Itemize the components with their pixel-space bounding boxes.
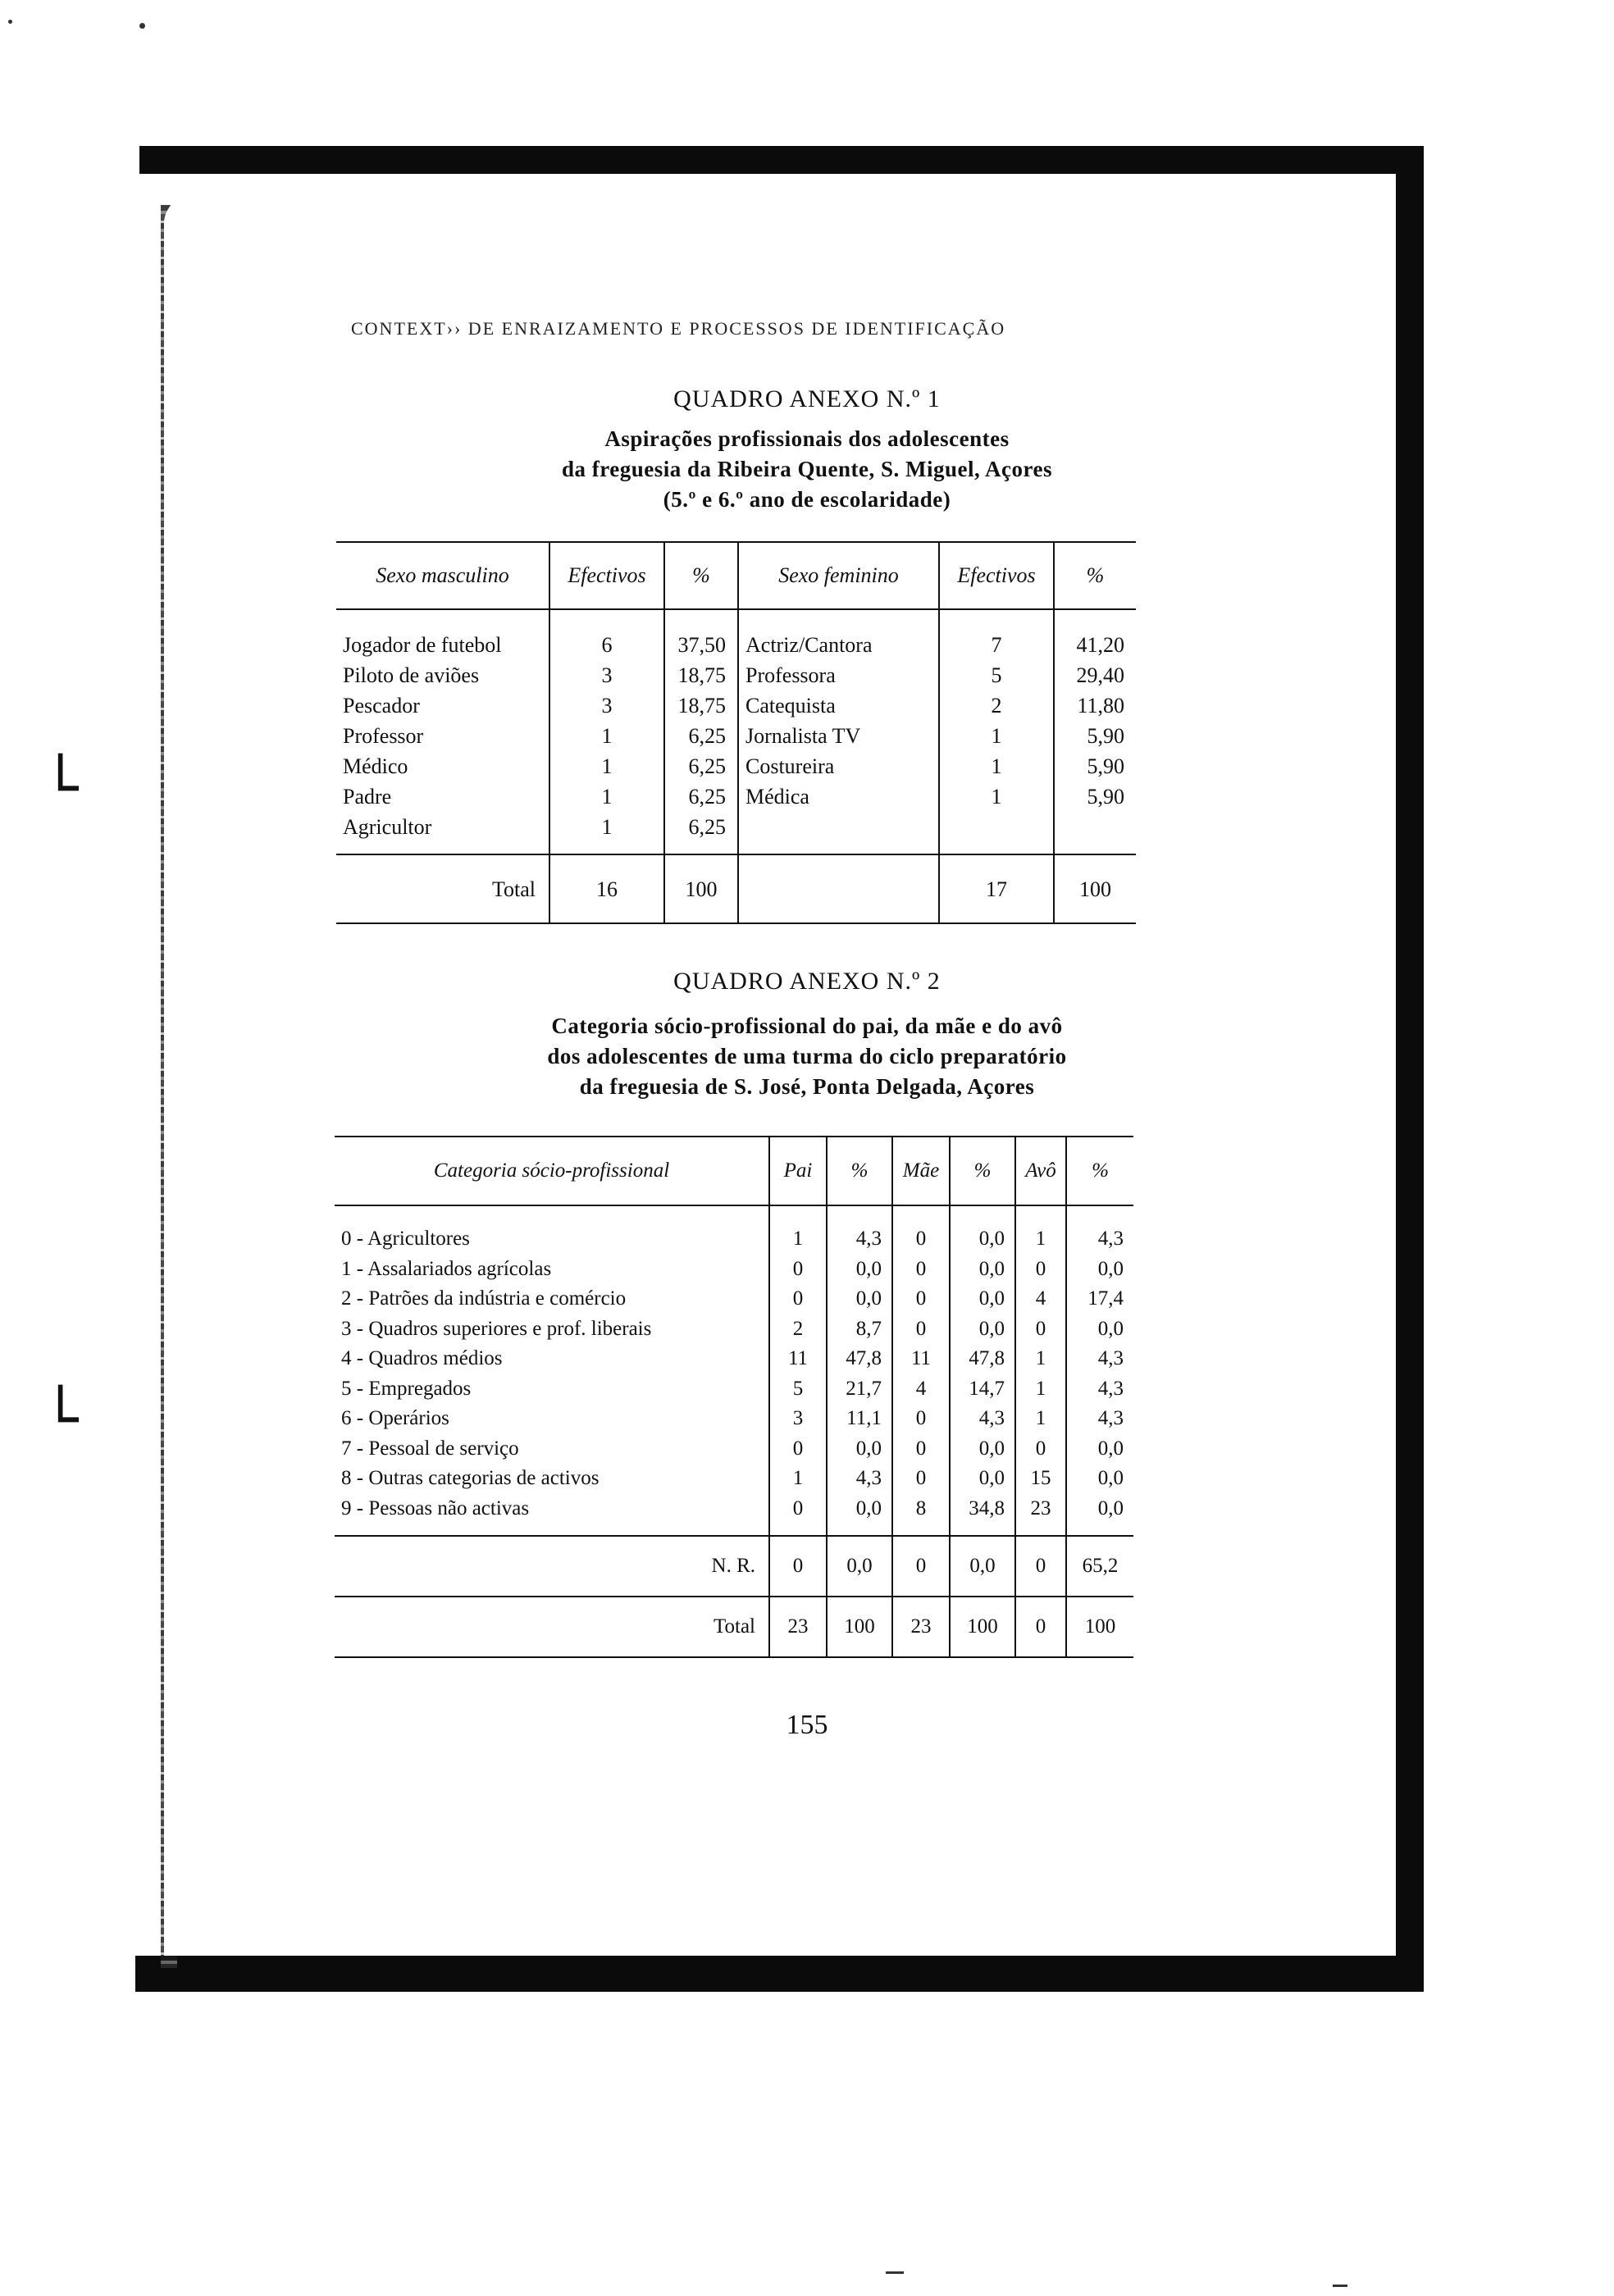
cell: 0 (769, 1494, 827, 1524)
cell: 0,0 (827, 1434, 892, 1465)
cell: 0 (1015, 1434, 1066, 1465)
cell: Jornalista TV (738, 721, 939, 751)
cell: 6,25 (664, 781, 738, 812)
cell: 0 (769, 1255, 827, 1285)
table-row (336, 721, 1136, 751)
cell: 0,0 (950, 1284, 1015, 1314)
cell: Agricultor (336, 812, 549, 842)
table-aspiracoes (336, 541, 1136, 924)
cell: 1 (549, 812, 664, 842)
cell: 41,20 (1076, 633, 1124, 657)
table-row (336, 660, 1136, 690)
cell: 7 (939, 630, 1054, 660)
margin-bracket-mark: └ (43, 1385, 79, 1454)
cell: 0 (769, 1536, 827, 1597)
cell: 2 (939, 690, 1054, 721)
cell (738, 812, 939, 842)
col-header: % (827, 1137, 892, 1205)
cell: 100 (1066, 1597, 1133, 1657)
table2-subtitle-line: Categoria sócio-profissional do pai, da mãe e do avô (551, 1014, 1063, 1038)
cell: 0 (1015, 1597, 1066, 1657)
page-number: 155 (786, 1710, 828, 1740)
col-header: % (664, 542, 738, 609)
cell: 100 (1054, 854, 1136, 923)
cell: 5 - Empregados (335, 1374, 769, 1405)
cell: 0,0 (827, 1536, 892, 1597)
cell: 6,25 (664, 751, 738, 781)
cell: 1 (1015, 1404, 1066, 1434)
cell: 1 (549, 751, 664, 781)
cell: 17,4 (1087, 1287, 1124, 1310)
table-nr-row (335, 1536, 1133, 1597)
cell: Professora (738, 660, 939, 690)
table-header-row (336, 542, 1136, 609)
cell: 3 (549, 660, 664, 690)
cell: 0,0 (1097, 1467, 1124, 1489)
cell: 100 (664, 854, 738, 923)
cell: Padre (336, 781, 549, 812)
margin-bracket-mark: └ (43, 754, 79, 822)
cell: 0 (892, 1224, 950, 1255)
table-row (336, 630, 1136, 660)
cell: 4,3 (950, 1404, 1015, 1434)
cell: 4,3 (1097, 1347, 1124, 1369)
cell: 0,0 (950, 1434, 1015, 1465)
cell: 2 - Patrões da indústria e comércio (335, 1284, 769, 1314)
cell: 37,50 (664, 630, 738, 660)
cell: 11 (769, 1344, 827, 1374)
cell: Actriz/Cantora (738, 630, 939, 660)
table-row (335, 1224, 1133, 1255)
table1-subtitle-line: da freguesia da Ribeira Quente, S. Miguel, Açores (562, 457, 1052, 481)
cell: 34,8 (950, 1494, 1015, 1524)
cell: Piloto de aviões (336, 660, 549, 690)
cell: 1 (769, 1224, 827, 1255)
cell: 11,1 (827, 1404, 892, 1434)
cell: 4,3 (827, 1224, 892, 1255)
cell: 5,90 (1087, 754, 1124, 778)
col-header: Efectivos (549, 542, 664, 609)
col-header: % (950, 1137, 1015, 1205)
cell: 1 - Assalariados agrícolas (335, 1255, 769, 1285)
table1-title: QUADRO ANEXO N.º 1 (673, 385, 941, 412)
cell: Pescador (336, 690, 549, 721)
cell: 0,0 (950, 1314, 1015, 1345)
nr-label: N. R. (335, 1536, 769, 1597)
cell: 0 (892, 1284, 950, 1314)
cell: 9 - Pessoas não activas (335, 1494, 769, 1524)
table2-subtitle-line: dos adolescentes de uma turma do ciclo preparatório (547, 1044, 1067, 1068)
cell: 15 (1015, 1464, 1066, 1494)
col-header: Sexo feminino (738, 542, 939, 609)
cell: 0,0 (1097, 1257, 1124, 1280)
cell (1054, 812, 1136, 842)
table1-subtitle (0, 424, 1614, 515)
cell: 0,0 (950, 1224, 1015, 1255)
cell: 0 (892, 1536, 950, 1597)
cell: Costureira (738, 751, 939, 781)
cell: 3 - Quadros superiores e prof. liberais (335, 1314, 769, 1345)
cell: 0 (892, 1464, 950, 1494)
table2-subtitle (0, 1011, 1614, 1102)
cell: 47,8 (950, 1344, 1015, 1374)
cell: 6,25 (664, 721, 738, 751)
cell: 4 - Quadros médios (335, 1344, 769, 1374)
cell: Médico (336, 751, 549, 781)
cell: 6 - Operários (335, 1404, 769, 1434)
cell: 6 (549, 630, 664, 660)
cell: 14,7 (950, 1374, 1015, 1405)
cell: 1 (939, 751, 1054, 781)
table-total-row (335, 1597, 1133, 1657)
cell: 4 (892, 1374, 950, 1405)
cell: 29,40 (1076, 663, 1124, 687)
cell: 4,3 (827, 1464, 892, 1494)
cell: 0,0 (827, 1494, 892, 1524)
cell: 6,25 (664, 812, 738, 842)
cell: 18,75 (664, 690, 738, 721)
col-header: Efectivos (939, 542, 1054, 609)
cell: 2 (769, 1314, 827, 1345)
cell: 8,7 (827, 1314, 892, 1345)
cell: 100 (827, 1597, 892, 1657)
cell: 23 (892, 1597, 950, 1657)
cell (939, 812, 1054, 842)
col-header: % (1066, 1137, 1133, 1205)
cell: 17 (939, 854, 1054, 923)
table-row (335, 1434, 1133, 1465)
cell: 0 (1015, 1536, 1066, 1597)
col-header: Categoria sócio-profissional (335, 1137, 769, 1205)
cell: 8 - Outras categorias de activos (335, 1464, 769, 1494)
col-header: Avô (1015, 1137, 1066, 1205)
cell: 23 (769, 1597, 827, 1657)
col-header: Sexo masculino (336, 542, 549, 609)
cell: 8 (892, 1494, 950, 1524)
cell: 1 (939, 721, 1054, 751)
cell: 1 (1015, 1344, 1066, 1374)
cell: 100 (950, 1597, 1015, 1657)
cell: 0 (892, 1255, 950, 1285)
table1-subtitle-line: Aspirações profissionais dos adolescentes (604, 426, 1010, 451)
cell: 0 - Agricultores (335, 1224, 769, 1255)
cell (738, 854, 939, 923)
table-row (335, 1374, 1133, 1405)
cell: 5 (769, 1374, 827, 1405)
cell: Médica (738, 781, 939, 812)
cell: 4,3 (1097, 1407, 1124, 1429)
cell: 0,0 (827, 1255, 892, 1285)
table-row (335, 1255, 1133, 1285)
cell: 0 (1015, 1255, 1066, 1285)
cell: 65,2 (1066, 1536, 1133, 1597)
running-head: CONTEXT›› DE ENRAIZAMENTO E PROCESSOS DE IDENTIFICAÇÃO (351, 318, 1006, 339)
table-row (336, 781, 1136, 812)
cell: 0,0 (827, 1284, 892, 1314)
cell: 1 (939, 781, 1054, 812)
table-row (336, 751, 1136, 781)
table-row (335, 1344, 1133, 1374)
cell: 11 (892, 1344, 950, 1374)
cell: 18,75 (664, 660, 738, 690)
total-label: Total (335, 1597, 769, 1657)
table-row (335, 1464, 1133, 1494)
cell: 7 - Pessoal de serviço (335, 1434, 769, 1465)
cell: 0,0 (950, 1464, 1015, 1494)
cell: 0 (769, 1284, 827, 1314)
table-row (335, 1314, 1133, 1345)
table-header-row (335, 1137, 1133, 1205)
cell: 0 (892, 1314, 950, 1345)
table1-subtitle-line: (5.º e 6.º ano de escolaridade) (663, 487, 951, 512)
cell: 4,3 (1097, 1377, 1124, 1400)
cell: 0,0 (1097, 1437, 1124, 1460)
col-header: Mãe (892, 1137, 950, 1205)
cell: 0 (1015, 1314, 1066, 1345)
cell: 3 (549, 690, 664, 721)
col-header: % (1054, 542, 1136, 609)
cell: 47,8 (827, 1344, 892, 1374)
cell: 0,0 (950, 1255, 1015, 1285)
cell: 0,0 (1097, 1317, 1124, 1340)
table-categoria (335, 1136, 1133, 1658)
cell: 5,90 (1087, 785, 1124, 809)
cell: 0 (892, 1434, 950, 1465)
cell: 1 (1015, 1224, 1066, 1255)
cell: 21,7 (827, 1374, 892, 1405)
cell: 0 (892, 1404, 950, 1434)
cell: 1 (1015, 1374, 1066, 1405)
cell: 4,3 (1097, 1228, 1124, 1250)
cell: 0,0 (950, 1536, 1015, 1597)
cell: 5 (939, 660, 1054, 690)
table-total-row (336, 854, 1136, 923)
cell: 5,90 (1087, 724, 1124, 748)
table-row (335, 1284, 1133, 1314)
cell: 16 (549, 854, 664, 923)
cell: Professor (336, 721, 549, 751)
table2-subtitle-line: da freguesia de S. José, Ponta Delgada, Açores (579, 1074, 1035, 1099)
cell: 0,0 (1097, 1496, 1124, 1519)
cell: Jogador de futebol (336, 630, 549, 660)
cell: 0 (769, 1434, 827, 1465)
cell: 23 (1015, 1494, 1066, 1524)
cell: 1 (549, 781, 664, 812)
cell: 1 (549, 721, 664, 751)
cell: 11,80 (1077, 694, 1124, 718)
table-row (335, 1494, 1133, 1524)
cell: 3 (769, 1404, 827, 1434)
table2-title: QUADRO ANEXO N.º 2 (673, 968, 941, 995)
cell: 1 (769, 1464, 827, 1494)
total-label: Total (336, 854, 549, 923)
table-row (336, 812, 1136, 842)
cell: Catequista (738, 690, 939, 721)
table-row (335, 1404, 1133, 1434)
cell: 4 (1015, 1284, 1066, 1314)
table-row (336, 690, 1136, 721)
col-header: Pai (769, 1137, 827, 1205)
